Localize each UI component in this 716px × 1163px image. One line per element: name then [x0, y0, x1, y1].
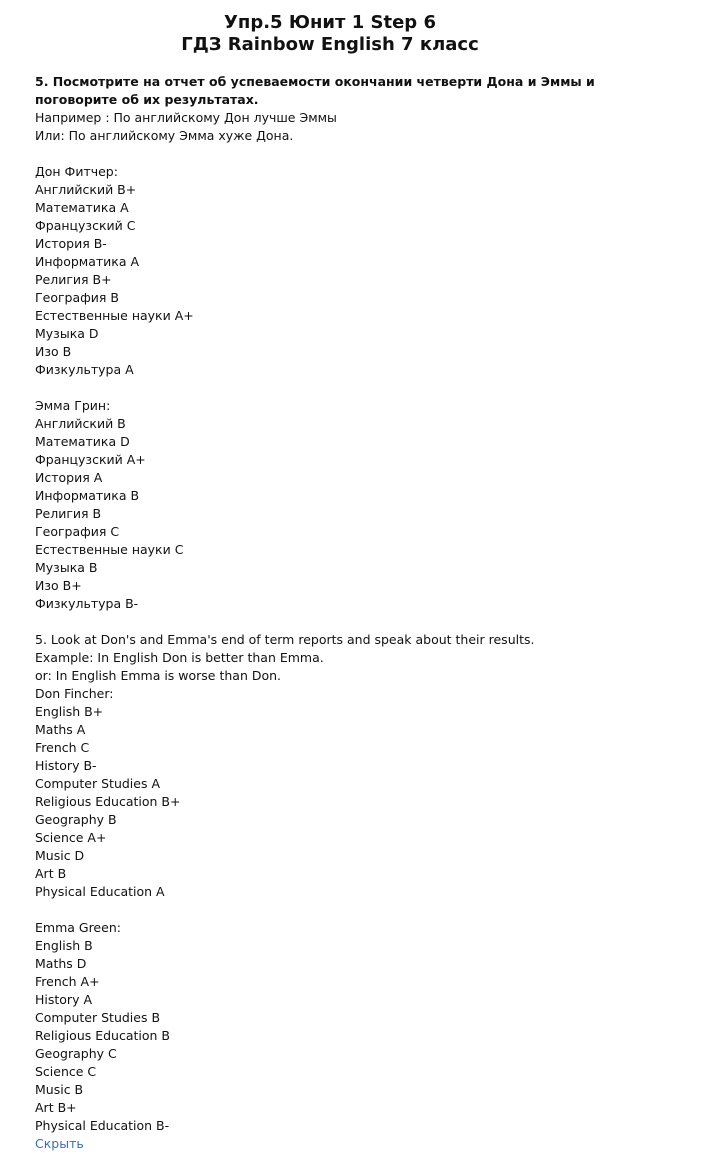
- grade-item: Естественные науки A+: [35, 308, 194, 323]
- grade-item: Art B: [35, 866, 67, 881]
- grade-item: Music D: [35, 848, 85, 863]
- grade-item: Французский C: [35, 218, 136, 233]
- grade-item: Religious Education B+: [35, 794, 181, 809]
- grade-item: Physical Education A: [35, 884, 165, 899]
- grade-item: История A: [35, 470, 103, 485]
- grade-item: Science A+: [35, 830, 107, 845]
- grade-item: Информатика B: [35, 488, 140, 503]
- grade-item: Geography C: [35, 1046, 117, 1061]
- grade-list-don-english: [35, 703, 655, 901]
- example-line-english-1: Example: In English Don is better than Emma.: [35, 650, 324, 665]
- spacer: [35, 613, 655, 631]
- grade-item: Geography B: [35, 812, 117, 827]
- grade-item: English B: [35, 938, 93, 953]
- grade-item: История B-: [35, 236, 107, 251]
- grade-item: French C: [35, 740, 90, 755]
- student-name-don-russian: Дон Фитчер:: [35, 164, 118, 179]
- grade-list-emma-english: [35, 937, 655, 1135]
- grade-item: Математика D: [35, 434, 130, 449]
- grade-item: French A+: [35, 974, 100, 989]
- grade-item: Религия B+: [35, 272, 112, 287]
- example-line-russian-2: Или: По английскому Эмма хуже Дона.: [35, 128, 294, 143]
- grade-item: География B: [35, 290, 120, 305]
- grade-item: Изо B: [35, 344, 72, 359]
- hide-link[interactable]: Скрыть: [35, 1136, 84, 1151]
- grade-list-don-russian: [35, 181, 655, 379]
- grade-item: Музыка B: [35, 560, 98, 575]
- grade-list-emma-russian: [35, 415, 655, 613]
- grade-item: Maths D: [35, 956, 87, 971]
- page-title-line-1: Упр.5 Юнит 1 Step 6: [224, 12, 436, 33]
- grade-item: Физкультура A: [35, 362, 134, 377]
- grade-item: Art B+: [35, 1100, 77, 1115]
- grade-item: Physical Education B-: [35, 1118, 170, 1133]
- grade-item: Французский A+: [35, 452, 146, 467]
- grade-item: Английский B: [35, 416, 126, 431]
- grade-item: History B-: [35, 758, 97, 773]
- grade-item: Информатика A: [35, 254, 140, 269]
- spacer: [35, 145, 655, 163]
- answer-content: [35, 73, 655, 1153]
- spacer: [35, 901, 655, 919]
- grade-item: Religious Education B: [35, 1028, 171, 1043]
- example-line-russian-1: Например : По английскому Дон лучше Эммы: [35, 110, 337, 125]
- grade-item: Computer Studies A: [35, 776, 161, 791]
- page-title-line-2: ГДЗ Rainbow English 7 класс: [181, 34, 479, 55]
- grade-item: Естественные науки C: [35, 542, 184, 557]
- grade-item: Физкультура B-: [35, 596, 139, 611]
- grade-item: Английский B+: [35, 182, 137, 197]
- student-name-don-english: Don Fincher:: [35, 686, 114, 701]
- task-heading-english: 5. Look at Don's and Emma's end of term reports and speak about their results.: [35, 632, 535, 647]
- task-heading-russian: 5. Посмотрите на отчет об успеваемости окончании четверти Дона и Эммы и поговорите об их результатах.: [35, 74, 595, 107]
- example-line-english-2: or: In English Emma is worse than Don.: [35, 668, 282, 683]
- grade-item: English B+: [35, 704, 104, 719]
- grade-item: Computer Studies B: [35, 1010, 161, 1025]
- student-name-emma-russian: Эмма Грин:: [35, 398, 111, 413]
- grade-item: География C: [35, 524, 120, 539]
- grade-item: Изо B+: [35, 578, 82, 593]
- student-name-emma-english: Emma Green:: [35, 920, 121, 935]
- grade-item: Maths A: [35, 722, 86, 737]
- spacer: [35, 379, 655, 397]
- page-title: [0, 12, 660, 56]
- grade-item: History A: [35, 992, 92, 1007]
- grade-item: Music B: [35, 1082, 84, 1097]
- grade-item: Science C: [35, 1064, 97, 1079]
- grade-item: Математика A: [35, 200, 129, 215]
- grade-item: Религия B: [35, 506, 102, 521]
- grade-item: Музыка D: [35, 326, 99, 341]
